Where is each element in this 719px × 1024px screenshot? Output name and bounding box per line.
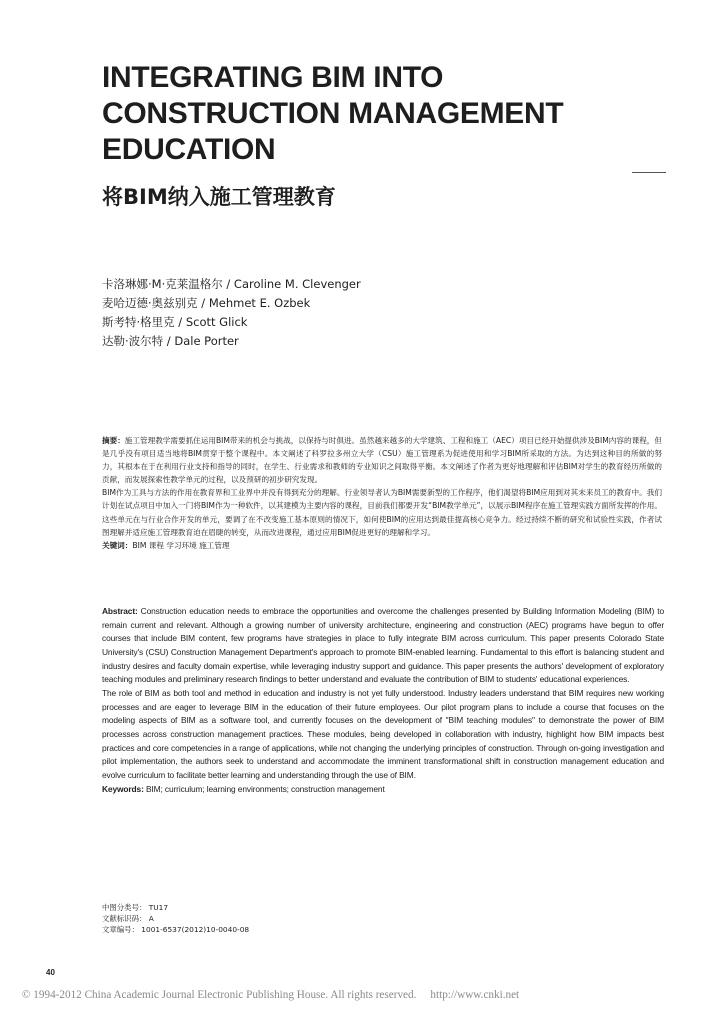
keywords-cn-label: 关键词：	[102, 540, 133, 550]
abstract-cn-paragraph-2: BIM作为工具与方法的作用在教育界和工业界中并没有得到充分的理解。行业领导者认为BIM需要新型的工作程序，他们渴望将BIM应用到对其未来员工的教育中。我们计划在试点项目中加入一门将BIM作为一种软件，以其建模为主要内容的课程，目前我们都要开发“BIM教学单元”，以展示BIM程序在施工管理实践方面所发挥的作用。这些单元在与行业合作开发的单元，要调了在不改变施工基本原则的情况下，如何使BIM的应用达到最佳提高核心竞争力。经过持续不断的研究和试验性实践，作者试图理解并适应施工管理教育迫在眉睫的转变，从而改进课程，通过应用BIM促进更好的理解和学习。	[102, 488, 662, 537]
abstract-english	[102, 605, 664, 796]
clc-number: 中图分类号： TU17	[102, 903, 169, 912]
abstract-en-paragraph-2: The role of BIM as both tool and method in education and industry is not yet fully understood. Industry leaders understand that BIM requires new working processes and are eager to leverage BIM in the education of their future employees. Our pilot program plans to include a course that focuses on the modeling aspects of BIM as a software tool, and currently focuses on the development of "BIM teaching modules" to demonstrate the power of BIM processes across construction management practices. These modules, being developed in collaboration with industry, highlight how BIM impacts best practices and core competencies in a range of applications, while not changing the underlying principles of construction. Through on-going investigation and pilot implementation, the authors seek to understand and accommodate the imminent transformational shift in construction management education and evolve curriculum to facilitate better learning and understanding through the use of BIM.	[102, 687, 664, 780]
author-item: 达勒·波尔特 / Dale Porter	[102, 334, 239, 348]
keywords-en-text: BIM; curriculum; learning environments; construction management	[145, 783, 385, 794]
abstract-cn-label: 摘要：	[102, 436, 125, 445]
margin-rule	[632, 172, 666, 173]
author-item: 麦哈迈德·奥兹别克 / Mehmet E. Ozbek	[102, 296, 311, 310]
author-list	[102, 275, 361, 351]
author-item: 卡洛琳娜·M·克莱温格尔 / Caroline M. Clevenger	[102, 277, 361, 291]
title-line-2: CONSTRUCTION MANAGEMENT	[102, 97, 564, 130]
copyright-text: © 1994-2012 China Academic Journal Electronic Publishing House. All rights reserved.	[22, 989, 417, 1001]
document-code: 文献标识码： A	[102, 914, 154, 923]
keywords-en-label: Keywords:	[102, 783, 144, 794]
abstract-chinese	[102, 434, 662, 552]
cnki-link[interactable]: http://www.cnki.net	[430, 989, 520, 1001]
keywords-cn-text: BIM 课程 学习环境 施工管理	[132, 540, 230, 550]
author-item: 斯考特·格里克 / Scott Glick	[102, 315, 248, 329]
abstract-en-text-1: Construction education needs to embrace the opportunities and overcome the challenges presented by Building Information Modeling (BIM) to remain current and relevant. Although a growing number of university architecture, engineering and construction (AEC) programs have begun to offer courses that include BIM content, few programs have strategies in place to fully integrate BIM across curriculum. This paper presents Colorado State University's (CSU) Construction Management Department's approach to promote BIM-enabled learning. Fundamental to this effort is balancing student and industry desires and faculty domain expertise, while leveraging industry support and guidance. This paper presents the authors' development of exploratory teaching modules and preliminary research findings to better understand and evaluate the contribution of BIM to students' educational experiences.	[102, 606, 664, 685]
title-line-1: INTEGRATING BIM INTO	[102, 61, 444, 94]
article-title-english	[102, 60, 662, 168]
keywords-cn	[102, 539, 662, 552]
abstract-cn-text-1: 施工管理教学需要抓住运用BIM带来的机会与挑战，以保持与时俱进。虽然越来越多的大学建筑、工程和施工（AEC）项目已经开始提供涉及BIM内容的课程，但是几乎没有项目适当地将BIM贯穿于整个课程中。本文阐述了科罗拉多州立大学（CSU）施工管理系为促进使用和学习BIM所采取的方法。为达到这种目的所做的努力，其根本在于在利用行业支持和指导的同时，在学生、行业需求和教师的专业知识之间取得平衡。本文阐述了作者为更好地理解和评估BIM对学生的教育经历所做的贡献，而发展探索性教学单元的过程，以及预研的初步研究发现。	[102, 436, 662, 485]
copyright-footer	[22, 989, 702, 1001]
article-title-chinese: 将BIM纳入施工管理教育	[102, 185, 336, 209]
abstract-en-label: Abstract:	[102, 606, 138, 616]
title-line-3: EDUCATION	[102, 133, 276, 166]
article-number: 文章编号： 1001-6537(2012)10-0040-08	[102, 925, 250, 934]
keywords-en	[102, 783, 664, 797]
abstract-cn-paragraph-1	[102, 434, 662, 486]
page-number: 40	[46, 968, 55, 977]
abstract-en-paragraph-1	[102, 605, 664, 687]
classification-info	[102, 902, 249, 935]
